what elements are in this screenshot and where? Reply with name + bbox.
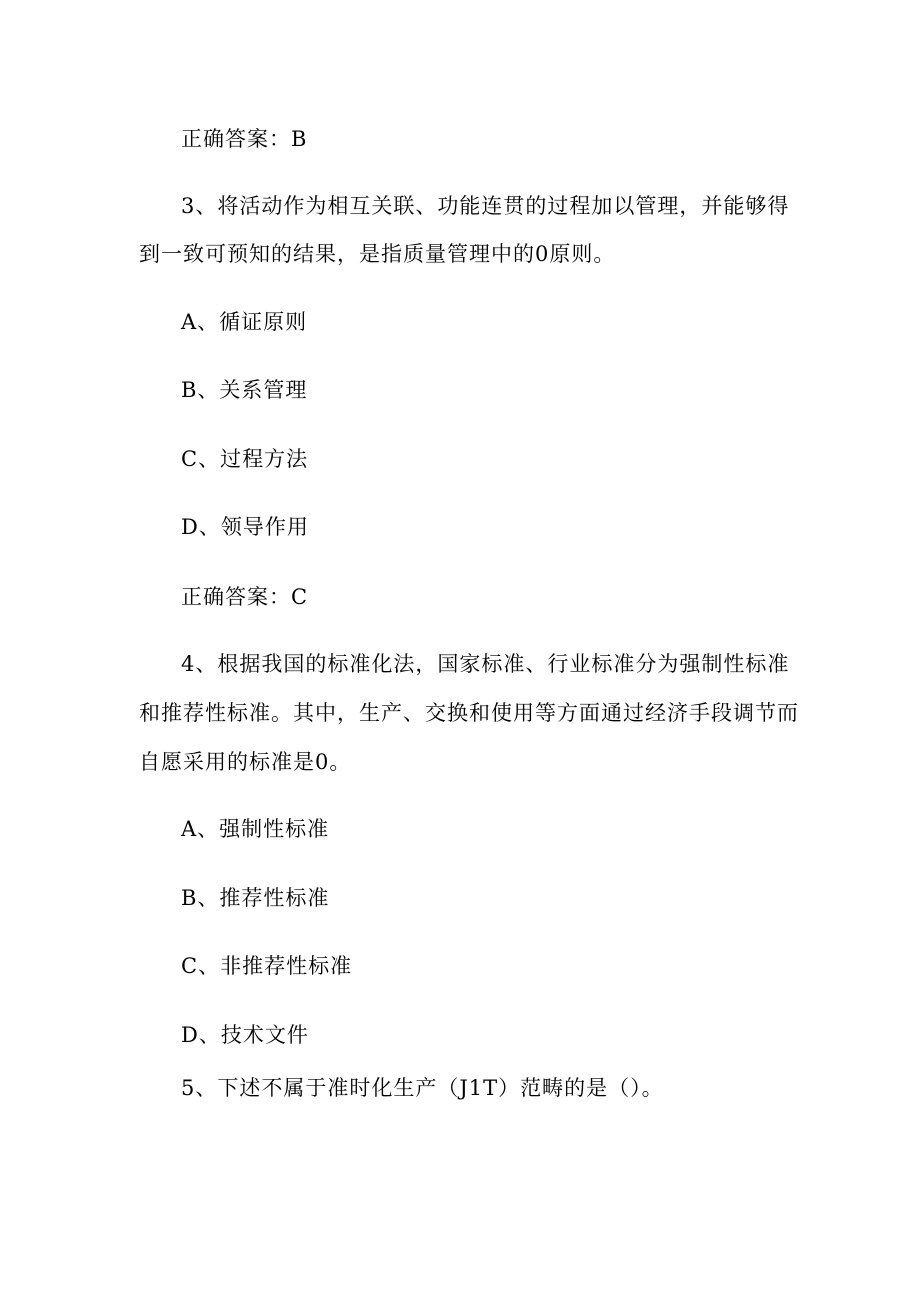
q5-stem: 5、下述不属于准时化生产（J1T）范畴的是（）。 — [181, 1076, 664, 1100]
q3-option-b: B、关系管理 — [181, 378, 308, 402]
q3-stem-line-2: 到一致可预知的结果，是指质量管理中的0原则。 — [139, 242, 616, 266]
q4-option-a: A、强制性标准 — [181, 817, 330, 841]
q3-answer: 正确答案：C — [181, 585, 309, 609]
q3-option-c: C、过程方法 — [181, 447, 309, 471]
q4-option-c: C、非推荐性标准 — [181, 954, 353, 978]
q3-stem-line-1: 3、将活动作为相互关联、功能连贯的过程加以管理，并能够得 — [181, 194, 790, 218]
q4-option-d: D、技术文件 — [181, 1023, 309, 1047]
q4-stem-line-1: 4、根据我国的标准化法，国家标准、行业标准分为强制性标准 — [181, 652, 790, 676]
q4-stem-line-2: 和推荐性标准。其中，生产、交换和使用等方面通过经济手段调节而 — [139, 701, 799, 725]
q4-stem-line-3: 自愿采用的标准是0。 — [139, 750, 352, 774]
q3-option-d: D、领导作用 — [181, 515, 309, 539]
q2-answer: 正确答案：B — [181, 127, 308, 151]
q3-option-a: A、循证原则 — [181, 310, 308, 334]
q4-option-b: B、推荐性标准 — [181, 886, 330, 910]
